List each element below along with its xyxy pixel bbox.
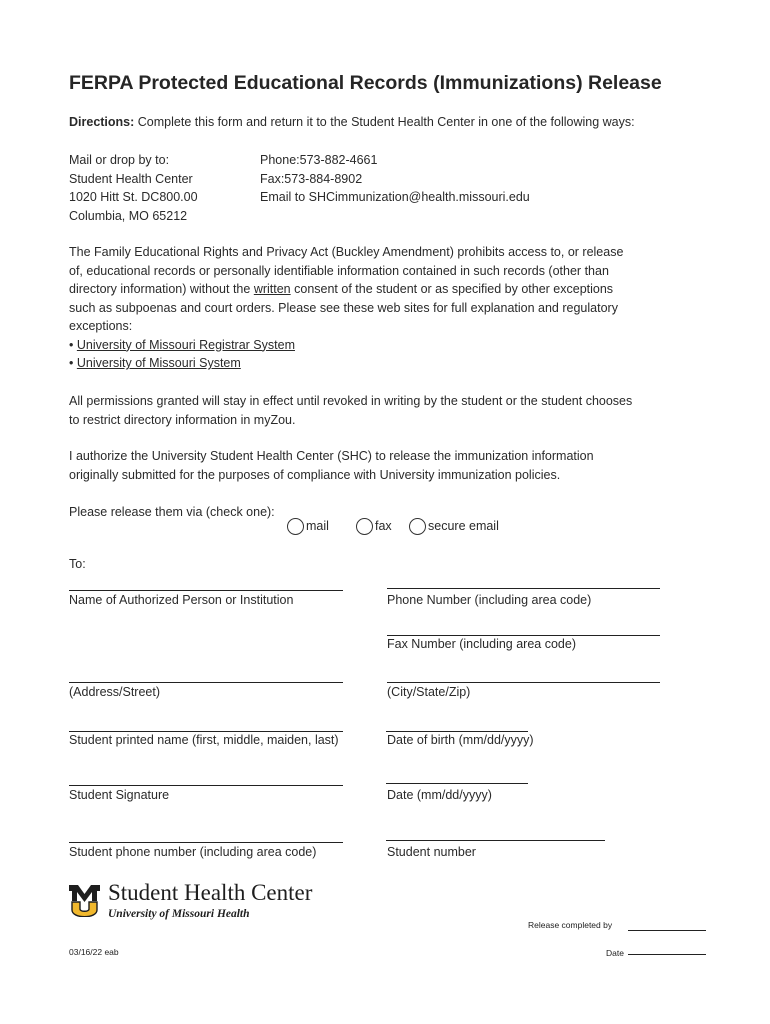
- permissions-paragraph: [69, 392, 632, 429]
- page-title: FERPA Protected Educational Records (Immunizations) Release: [69, 72, 662, 94]
- dob-field-line[interactable]: [386, 731, 528, 732]
- registrar-system-link[interactable]: University of Missouri Registrar System: [76, 337, 295, 352]
- mail-radio[interactable]: [287, 518, 304, 535]
- city-field-label: (City/State/Zip): [387, 685, 471, 699]
- footer-date-label: Date: [606, 948, 624, 958]
- name-field-line[interactable]: [69, 590, 343, 591]
- secure-email-radio[interactable]: [409, 518, 426, 535]
- student-phone-field-line[interactable]: [69, 842, 343, 843]
- dob-field-label: Date of birth (mm/dd/yyyy): [387, 733, 534, 747]
- phone-contact: Phone:573-882-4661: [260, 153, 378, 167]
- to-label: To:: [69, 557, 86, 571]
- address-field-label: (Address/Street): [69, 685, 161, 699]
- ferpa-line: of, educational records or personally identifiable information contained in such records (other than: [69, 263, 609, 278]
- fax-contact: Fax:573-884-8902: [260, 171, 363, 186]
- mail-line: Columbia, MO 65212: [69, 208, 188, 223]
- name-field-label: Name of Authorized Person or Institution: [69, 593, 294, 607]
- written-underlined: written: [253, 282, 291, 296]
- permissions-line: All permissions granted will stay in effect until revoked in writing by the student or the student chooses: [69, 394, 633, 408]
- link-item: [69, 336, 623, 355]
- release-completed-by-line[interactable]: [628, 930, 706, 931]
- option-label: secure email: [428, 518, 499, 533]
- ferpa-paragraph: [69, 243, 623, 373]
- logo-name: Student Health Center: [108, 880, 313, 905]
- authorize-line: originally submitted for the purposes of compliance with University immunization policies.: [69, 467, 561, 482]
- release-option-mail[interactable]: [287, 518, 329, 535]
- student-name-field-label: Student printed name (first, middle, maiden, last): [69, 733, 339, 747]
- student-number-field-label: Student number: [387, 845, 476, 859]
- fax-field-line[interactable]: [387, 635, 660, 636]
- date-field-label: Date (mm/dd/yyyy): [387, 788, 492, 802]
- student-phone-field-label: Student phone number (including area code): [69, 845, 317, 859]
- footer-date-line[interactable]: [628, 954, 706, 955]
- ferpa-text: directory information) without the: [69, 282, 254, 296]
- mail-address-block: [69, 151, 198, 225]
- mail-line: Mail or drop by to:: [69, 153, 170, 167]
- student-number-field-line[interactable]: [386, 840, 605, 841]
- option-label: fax: [375, 518, 392, 533]
- form-revision-code: 03/16/22 eab: [69, 947, 119, 957]
- ferpa-line: such as subpoenas and court orders. Please see these web sites for full explanation and regulatory: [69, 300, 618, 315]
- mail-line: 1020 Hitt St. DC800.00: [69, 190, 198, 204]
- release-option-secure-email[interactable]: [409, 518, 499, 535]
- address-field-line[interactable]: [69, 682, 343, 683]
- release-via-prompt: Please release them via (check one):: [69, 505, 275, 519]
- logo-subtitle: University of Missouri Health: [108, 908, 250, 920]
- directions-label: Directions:: [69, 115, 135, 129]
- bullet: •: [69, 337, 74, 352]
- mizzou-logo-icon: [68, 883, 101, 917]
- release-option-fax[interactable]: [356, 518, 392, 535]
- ferpa-text: consent of the student or as specified by other exceptions: [290, 282, 614, 296]
- authorize-paragraph: [69, 447, 594, 484]
- release-completed-by-label: Release completed by: [528, 920, 613, 930]
- fax-radio[interactable]: [356, 518, 373, 535]
- contact-block: [260, 151, 530, 207]
- email-contact[interactable]: Email to SHCimmunization@health.missouri.edu: [260, 190, 530, 204]
- fax-field-label: Fax Number (including area code): [387, 637, 576, 651]
- mail-line: Student Health Center: [69, 171, 193, 186]
- phone-field-line[interactable]: [387, 588, 660, 589]
- directions-text: Complete this form and return it to the Student Health Center in one of the following ways:: [137, 115, 635, 129]
- city-field-line[interactable]: [387, 682, 660, 683]
- link-item: [69, 354, 623, 373]
- signature-field-label: Student Signature: [69, 788, 170, 802]
- authorize-line: I authorize the University Student Health Center (SHC) to release the immunization information: [69, 449, 594, 463]
- directions: [69, 113, 635, 132]
- phone-field-label: Phone Number (including area code): [387, 593, 592, 607]
- ferpa-line: exceptions:: [69, 319, 133, 333]
- ferpa-line: [69, 280, 623, 299]
- bullet: •: [69, 356, 74, 370]
- student-name-field-line[interactable]: [69, 731, 343, 732]
- permissions-line: to restrict directory information in myZou.: [69, 412, 296, 427]
- university-system-link[interactable]: University of Missouri System: [76, 356, 241, 370]
- option-label: mail: [306, 518, 329, 533]
- ferpa-line: The Family Educational Rights and Privacy Act (Buckley Amendment) prohibits access to, or release: [69, 245, 624, 259]
- signature-field-line[interactable]: [69, 785, 343, 786]
- date-field-line[interactable]: [386, 783, 528, 784]
